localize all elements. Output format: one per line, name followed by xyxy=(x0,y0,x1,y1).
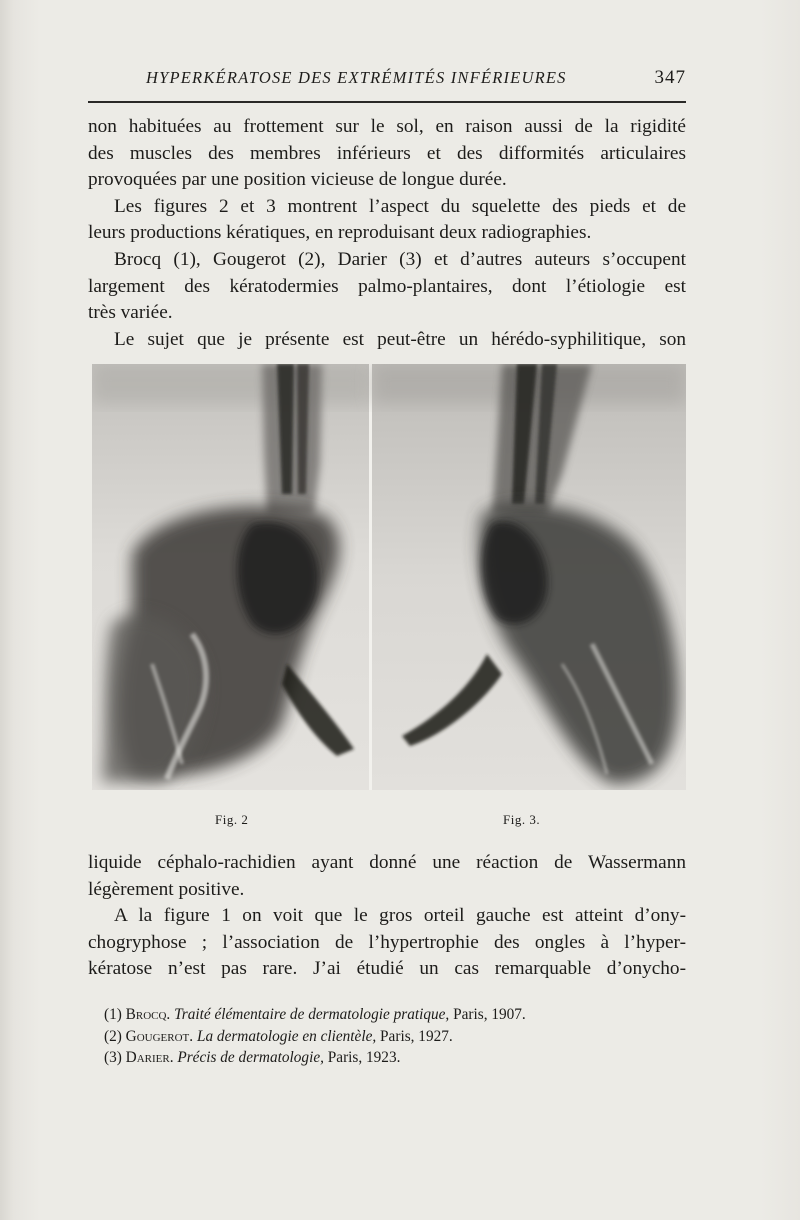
plate-divider xyxy=(369,364,372,790)
page-number: 347 xyxy=(654,67,686,88)
text-line: Les figures 2 et 3 montrent l’aspect du squelette des pieds et de xyxy=(114,195,686,217)
text-line: Le sujet que je présente est peut-être un hérédo-syphilitique, son xyxy=(114,328,686,350)
footnote-author: Brocq. xyxy=(125,1006,171,1023)
footnote-number: (1) xyxy=(104,1006,122,1023)
running-title: HYPERKÉRATOSE DES EXTRÉMITÉS INFÉRIEURES xyxy=(146,68,567,87)
footnote-publication: Paris, 1907. xyxy=(453,1006,526,1023)
text-line: A la figure 1 on voit que le gros orteil gauche est atteint d’ony- xyxy=(114,905,686,927)
radiograph-right-foot xyxy=(372,364,686,790)
footnote-author: Gougerot. xyxy=(125,1027,194,1045)
figure-caption-left: Fig. 2 xyxy=(215,812,249,827)
footnote xyxy=(104,1026,526,1048)
text-line: largement des kératodermies palmo-plantaires, dont l’étiologie est xyxy=(88,275,686,297)
text-line: légèrement positive. xyxy=(88,878,245,900)
text-line: non habituées au frottement sur le sol, en raison aussi de la rigidité xyxy=(88,116,686,137)
footnote-author: Darier. xyxy=(125,1049,174,1066)
text-line: leurs productions kératiques, en reproduisant deux radiographies. xyxy=(88,222,592,244)
running-head xyxy=(88,68,686,96)
text-line: des muscles des membres inférieurs et des difformités articulaires xyxy=(88,142,686,164)
footnote-title: La dermatologie en clientèle, xyxy=(196,1027,377,1045)
radiograph-left-foot xyxy=(92,364,369,790)
text-line: chogryphose ; l’association de l’hypertrophie des ongles à l’hyper- xyxy=(88,931,686,953)
footnote xyxy=(104,1047,526,1069)
footnote-publication: Paris, 1927. xyxy=(380,1027,453,1045)
figure-caption-right: Fig. 3. xyxy=(503,812,541,827)
footnote-number: (2) xyxy=(104,1027,122,1045)
body-text-top xyxy=(88,114,698,353)
body-text-bottom xyxy=(88,850,698,983)
text-line: Brocq (1), Gougerot (2), Darier (3) et d’autres auteurs s’occupent xyxy=(114,248,686,270)
footnote-title: Traité élémentaire de dermatologie pratique, xyxy=(174,1006,450,1023)
footnotes xyxy=(104,1004,526,1069)
text-line: liquide céphalo-rachidien ayant donné une réaction de Wassermann xyxy=(88,852,686,873)
text-line: kératose n’est pas rare. J’ai étudié un cas remarquable d’onycho- xyxy=(88,958,686,980)
text-line: très variée. xyxy=(88,302,173,324)
footnote-title: Précis de dermatologie, xyxy=(177,1049,324,1066)
footnote xyxy=(104,1004,526,1026)
footnote-publication: Paris, 1923. xyxy=(327,1049,401,1066)
header-rule xyxy=(88,101,686,103)
footnote-number: (3) xyxy=(104,1049,122,1066)
radiograph-figure xyxy=(92,364,686,790)
text-line: provoquées par une position vicieuse de longue durée. xyxy=(88,169,507,191)
